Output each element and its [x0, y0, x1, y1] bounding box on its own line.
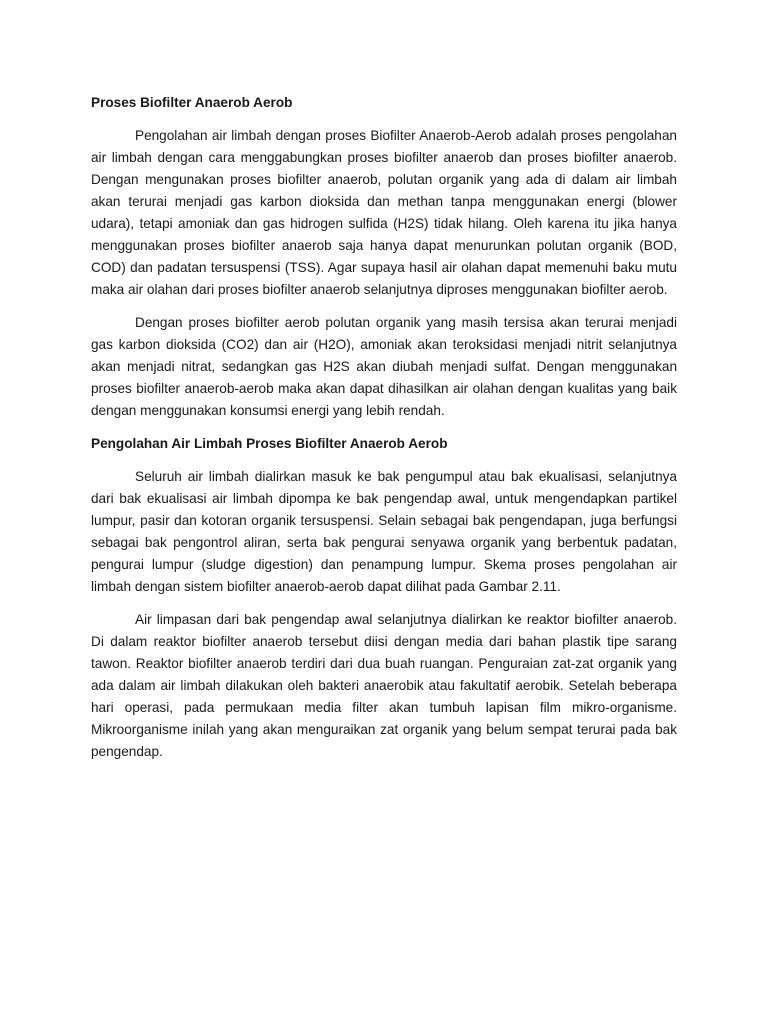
section-heading: Pengolahan Air Limbah Proses Biofilter Anaerob Aerob [91, 436, 448, 451]
section-heading: Proses Biofilter Anaerob Aerob [91, 95, 293, 110]
paragraph: Air limpasan dari bak pengendap awal selanjutnya dialirkan ke reaktor biofilter anaerob. Di dalam reaktor biofilter anaerob tersebut diisi dengan media dari bahan plastik tipe sarang tawon. Reaktor biofilter anaerob terdiri dari dua buah ruangan. Penguraian zat-zat organik yang ada dalam air limbah dilakukan oleh bakteri anaerobik atau fakultatif aerobik. Setelah beberapa hari operasi, pada permukaan media filter akan tumbuh lapisan film mikro-organisme. Mikroorganisme inilah yang akan menguraikan zat organik yang belum sempat terurai pada bak pengendap. [91, 612, 677, 759]
paragraph: Dengan proses biofilter aerob polutan organik yang masih tersisa akan terurai menjadi gas karbon dioksida (CO2) dan air (H2O), amoniak akan teroksidasi menjadi nitrit selanjutnya akan menjadi nitrat, sedangkan gas H2S akan diubah menjadi sulfat. Dengan menggunakan proses biofilter anaerob-aerob maka akan dapat dihasilkan air olahan dengan kualitas yang baik dengan menggunakan konsumsi energi yang lebih rendah. [91, 315, 677, 418]
paragraph: Pengolahan air limbah dengan proses Biofilter Anaerob-Aerob adalah proses pengolahan air limbah dengan cara menggabungkan proses biofilter anaerob dan proses biofilter anaerob. Dengan mengunakan proses biofilter anaerob, polutan organik yang ada di dalam air limbah akan terurai menjadi gas karbon dioksida dan methan tanpa menggunakan energi (blower udara), tetapi amoniak dan gas hidrogen sulfida (H2S) tidak hilang. Oleh karena itu jika hanya menggunakan proses biofilter anaerob saja hanya dapat menurunkan polutan organik (BOD, COD) dan padatan tersuspensi (TSS). Agar supaya hasil air olahan dapat memenuhi baku mutu maka air olahan dari proses biofilter anaerob selanjutnya diproses menggunakan biofilter aerob. [91, 128, 677, 297]
paragraph: Seluruh air limbah dialirkan masuk ke bak pengumpul atau bak ekualisasi, selanjutnya dari bak ekualisasi air limbah dipompa ke bak pengendap awal, untuk mengendapkan partikel lumpur, pasir dan kotoran organik tersuspensi. Selain sebagai bak pengendapan, juga berfungsi sebagai bak pengontrol aliran, serta bak pengurai senyawa organik yang berbentuk padatan, pengurai lumpur (sludge digestion) dan penampung lumpur. Skema proses pengolahan air limbah dengan sistem biofilter anaerob-aerob dapat dilihat pada Gambar 2.11. [91, 469, 677, 594]
section-wastewater-treatment [91, 433, 677, 763]
document-body [91, 92, 677, 774]
section-biofilter-process [91, 92, 677, 422]
